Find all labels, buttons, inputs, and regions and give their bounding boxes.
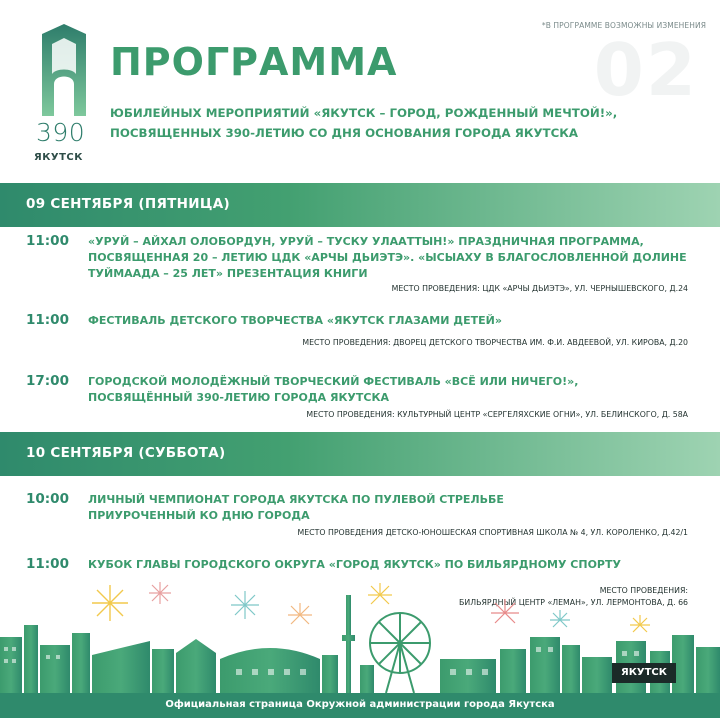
event-title (88, 557, 688, 573)
event-time: 17:00 (26, 373, 69, 389)
event-title (88, 492, 688, 524)
event-title (88, 313, 688, 329)
firework-icon (630, 615, 650, 632)
event-title-line: ПОСВЯЩЕННАЯ 20 – ЛЕТИЮ ЦДК «АРЧЫ ДЬИЭТЭ». «ЫСЫАХУ В БЛАГОСЛОВЛЕННОЙ ДОЛИНЕ (88, 251, 687, 264)
day-label: 09 СЕНТЯБРЯ (ПЯТНИЦА) (26, 196, 230, 212)
event-time: 10:00 (26, 491, 69, 507)
day-label: 10 СЕНТЯБРЯ (СУББОТА) (26, 445, 226, 461)
event-venue (302, 337, 688, 349)
subtitle-line: ПОСВЯЩЕННЫХ 390-ЛЕТИЮ СО ДНЯ ОСНОВАНИЯ ГОРОДА ЯКУТСКА (110, 126, 579, 140)
firework-icon (92, 585, 128, 621)
firework-icon (231, 591, 259, 619)
logo-number: 390 (36, 118, 86, 147)
footer (0, 693, 720, 718)
firework-icon (550, 610, 570, 627)
day-header-sep-09 (0, 183, 720, 227)
event-title (88, 234, 688, 282)
event-venue (298, 527, 688, 539)
event-venue (392, 283, 688, 295)
city-sign: ЯКУТСК (612, 663, 676, 683)
event-title-line: ТУЙМААДА – 25 ЛЕТ» ПРЕЗЕНТАЦИЯ КНИГИ (88, 267, 368, 280)
jubilee-logo (32, 24, 96, 174)
event-venue-line: МЕСТО ПРОВЕДЕНИЯ: ДВОРЕЦ ДЕТСКОГО ТВОРЧЕСТВА ИМ. Ф.И. АВДЕЕВОЙ, УЛ. КИРОВА, Д.20 (302, 338, 688, 347)
page-title: ПРОГРАММА (110, 40, 398, 84)
event-title-line: КУБОК ГЛАВЫ ГОРОДСКОГО ОКРУГА «ГОРОД ЯКУТСК» ПО БИЛЬЯРДНОМУ СПОРТУ (88, 558, 621, 571)
event-title-line: «УРУЙ – АЙХАЛ ОЛОБОРДУН, УРУЙ – ТУСКУ УЛААТТЫН!» ПРАЗДНИЧНАЯ ПРОГРАММА, (88, 235, 644, 248)
firework-icon (491, 599, 519, 623)
event-venue-line: МЕСТО ПРОВЕДЕНИЯ: КУЛЬТУРНЫЙ ЦЕНТР «СЕРГЕЛЯХСКИЕ ОГНИ», УЛ. БЕЛИНСКОГО, Д. 58А (306, 410, 688, 419)
page-subtitle (110, 103, 690, 143)
subtitle-line: ЮБИЛЕЙНЫХ МЕРОПРИЯТИЙ «ЯКУТСК – ГОРОД, РОЖДЕННЫЙ МЕЧТОЙ!», (110, 106, 618, 120)
ferris-wheel-icon (370, 613, 430, 693)
event-time: 11:00 (26, 312, 69, 328)
event-title-line: ПРИУРОЧЕННЫЙ КО ДНЮ ГОРОДА (88, 509, 310, 522)
firework-icon (288, 603, 312, 624)
day-header-sep-10 (0, 432, 720, 476)
firework-icon (149, 582, 171, 604)
event-venue-line: МЕСТО ПРОВЕДЕНИЯ ДЕТСКО-ЮНОШЕСКАЯ СПОРТИВНАЯ ШКОЛА № 4, УЛ. КОРОЛЕНКО, Д.42/1 (297, 528, 688, 537)
event-title-line: ЛИЧНЫЙ ЧЕМПИОНАТ ГОРОДА ЯКУТСКА ПО ПУЛЕВОЙ СТРЕЛЬБЕ (88, 493, 504, 506)
firework-icon (368, 583, 392, 604)
changes-notice: *В ПРОГРАММЕ ВОЗМОЖНЫ ИЗМЕНЕНИЯ (541, 21, 706, 30)
event-title-line: ГОРОДСКОЙ МОЛОДЁЖНЫЙ ТВОРЧЕСКИЙ ФЕСТИВАЛЬ «ВСЁ ИЛИ НИЧЕГО!», (88, 375, 579, 388)
event-venue-line: БИЛЬЯРДНЫЙ ЦЕНТР «ЛЕМАН», УЛ. ЛЕРМОНТОВА, Д. 66 (459, 598, 688, 607)
event-venue-line: МЕСТО ПРОВЕДЕНИЯ: (599, 586, 688, 595)
event-venue (306, 409, 688, 421)
event-title-line: ФЕСТИВАЛЬ ДЕТСКОГО ТВОРЧЕСТВА «ЯКУТСК ГЛАЗАМИ ДЕТЕЙ» (88, 314, 502, 327)
logo-city: ЯКУТСК (34, 152, 83, 163)
page-number: 02 (593, 28, 698, 112)
event-title-line: ПОСВЯЩЁННЫЙ 390-ЛЕТИЮ ГОРОДА ЯКУТСКА (88, 391, 389, 404)
event-time: 11:00 (26, 233, 69, 249)
logo-emblem-icon (38, 24, 90, 116)
event-time: 11:00 (26, 556, 69, 572)
footer-text: Официальная страница Окружной администрации города Якутска (165, 699, 555, 710)
event-title (88, 374, 688, 406)
event-venue-line: МЕСТО ПРОВЕДЕНИЯ: ЦДК «АРЧЫ ДЬИЭТЭ», УЛ. ЧЕРНЫШЕВСКОГО, Д.24 (391, 284, 688, 293)
